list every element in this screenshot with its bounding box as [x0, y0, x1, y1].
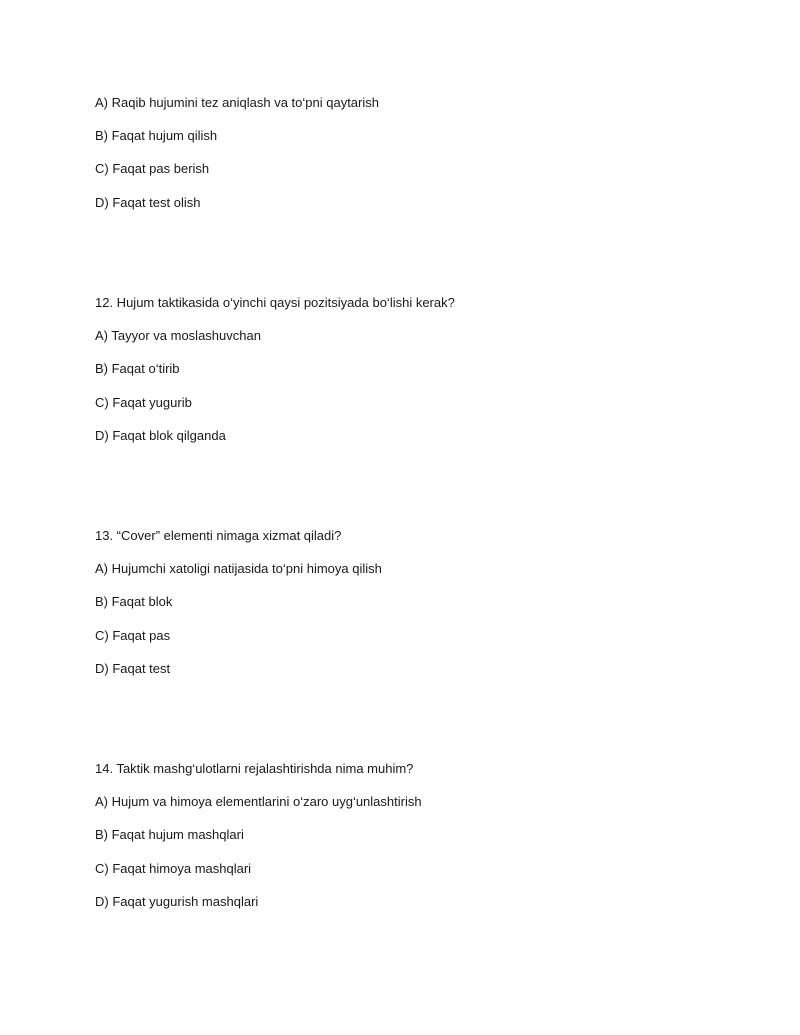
option-c: C) Faqat himoya mashqlari: [95, 861, 252, 876]
option-b: B) Faqat blok: [95, 594, 173, 609]
option-d: D) Faqat blok qilganda: [95, 428, 226, 443]
question-14: 14. Taktik mashg‘ulotlarni rejalashtirishda nima muhim?: [95, 761, 414, 776]
option-b: B) Faqat o‘tirib: [95, 361, 180, 376]
question-12: 12. Hujum taktikasida o‘yinchi qaysi pozitsiyada bo‘lishi kerak?: [95, 295, 455, 310]
option-c: C) Faqat pas berish: [95, 161, 210, 176]
option-b: B) Faqat hujum qilish: [95, 128, 218, 143]
question-13: 13. “Cover” elementi nimaga xizmat qiladi?: [95, 528, 342, 543]
option-d: D) Faqat test: [95, 661, 171, 676]
option-a: A) Hujum va himoya elementlarini o‘zaro uyg‘unlashtirish: [95, 794, 422, 809]
option-d: D) Faqat yugurish mashqlari: [95, 894, 259, 909]
option-a: A) Hujumchi xatoligi natijasida to‘pni himoya qilish: [95, 561, 382, 576]
option-c: C) Faqat yugurib: [95, 395, 192, 410]
option-c: C) Faqat pas: [95, 628, 171, 643]
option-a: A) Tayyor va moslashuvchan: [95, 328, 261, 343]
option-a: A) Raqib hujumini tez aniqlash va to‘pni qaytarish: [95, 95, 379, 110]
option-b: B) Faqat hujum mashqlari: [95, 827, 244, 842]
option-d: D) Faqat test olish: [95, 195, 201, 210]
